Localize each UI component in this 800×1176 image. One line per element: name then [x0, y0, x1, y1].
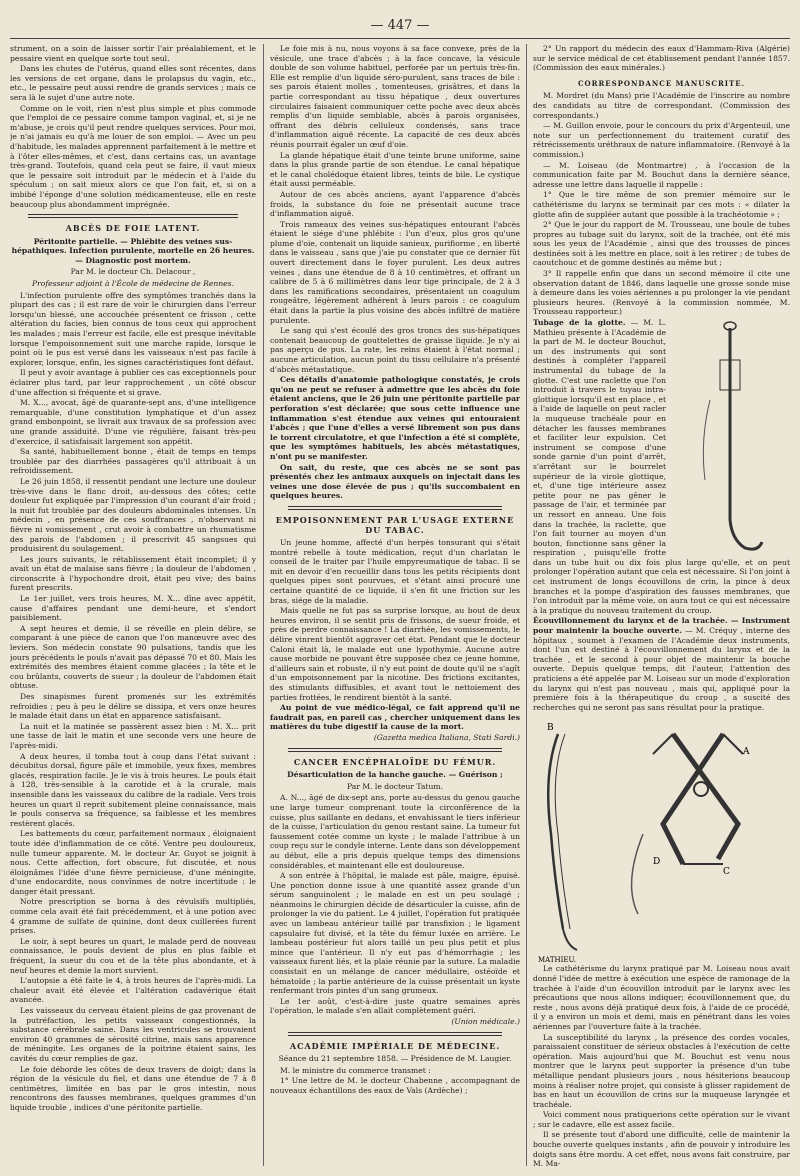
column-1: [10, 44, 256, 1168]
article-title: ACADÉMIE IMPÉRIALE DE MÉDECINE.: [289, 1040, 501, 1051]
paragraph: A sept heures et demie, il se réveille en plein délire, se comparant à une pièce de canon que l'on manœuvre avec des leviers. Son médecin constate 90 pulsations, tandis que les jours précédents le pouls n'avait pas dépassé 70 et 80. Mais les extrémités des membres étaient comme glacées ; la tête et le cou brûlants, couverts de sueur ; la douleur de l'abdomen était obtuse.: [10, 623, 256, 691]
paragraph: 3° Il rappelle enfin que dans un second mémoire il cite une observation datant de 1846, dans laquelle une grosse sonde mise à demeure dans les voies aériennes a pu prolonger la vie pendant plusieurs heures. (Renvoyé à la commission nommée, M. Trousseau rapporteur.): [533, 269, 790, 317]
paragraph: La susceptibilité du larynx , la présence des cordes vocales, paraissaient constituer de sérieux obstacles à l'exécution de cette opération. Mais aujourd'hui que M. Bouchut est venu nous montrer que le larynx peut supporter la présence d'un tube métallique pendant plusieurs jours , nous hésiterions beaucoup moins à réaliser notre projet, qui consiste à glisser rapidement de bas en haut un écouvillon de crins sur la muqueuse laryngée et trachéale.: [533, 1032, 790, 1109]
paragraph: L'autopsie a été faite le 4, à trois heures de l'après-midi. La chaleur avait été élevée et l'altération cadavérique était avancée.: [10, 976, 256, 1005]
tubage-lead: Tubage de la glotte.: [533, 318, 626, 328]
paragraph: 2° Que le jour du rapport de M. Trousseau, une boule de tubes propres au tubage suit du larynx, soit de la trachée, ont été mis sous les yeux de l'Académie , ainsi que des trousses de pinces destinées soit à les mettre en place, soit à les retirer ; de tubes de caoutchouc et de gomme destinés au même but ;: [533, 220, 790, 268]
paragraph: L'infection purulente offre des symptômes tranchés dans la plupart des cas ; il est rare de voir le chirurgien dans l'erreur lorsqu'un blessé, une accouchée présentent ce frisson , cette altération du facies, bien connus de tous ceux qui approchent les malades ; mais l'erreur est facile, elle est presque inévitable lorsque l'empoisonnement suit une marche rapide, lorsque le point où le pus est versé dans les vaisseaux n'est pas facile à explorer, lorsque, enfin, les signes caractéristiques font défaut.: [10, 290, 256, 367]
column-divider: [526, 44, 527, 1166]
raclette-figure: [670, 320, 790, 555]
section-title: CORRESPONDANCE MANUSCRITE.: [577, 78, 746, 88]
paragraph: Le cathétérisme du larynx pratiqué par M. Loiseau nous avait donné l'idée de mettre à exécution une espèce de ramonage de la trachée à l'aide d'un écouvillon introduit par le larynx avec les précautions que nous allons indiquer; écouvillonnement que, du reste , nous avons déjà pratiqué deux fois, à l'aide de ce procédé, il y a environ un mois et demi, mais en pénétrant dans les voies aériennes par l'ouverture faite à la trachée.: [533, 964, 790, 1031]
paragraph: 1° Que le tire même de son premier mémoire sur le cathétérisme du larynx se terminait par ces mots : « dilater la glotte afin de suppléer autant que possible à la trachéotomie » ;: [533, 190, 790, 219]
header-rule: [10, 38, 790, 39]
figure-label-b: B: [547, 723, 554, 734]
figure-label-a: A: [743, 747, 750, 758]
author: Par M. le docteur Tatum.: [346, 781, 443, 791]
paragraph: M. X..., avocat, âgé de quarante-sept ans, d'une intelligence remarquable, d'une constitution lymphatique et d'un assez grand embonpoint, se livrait aux travaux de sa profession avec une grande assiduité. D'une vie régulière, faisant très-peu d'exercice, il satisfaisait largement son appétit.: [10, 398, 256, 446]
paragraph: [533, 616, 790, 712]
paragraph: Au point de vue médico-légal, ce fait apprend qu'il ne faudrait pas, en pareil cas , chercher uniquement dans les matières du tube digestif la cause de la mort.: [270, 703, 520, 732]
paragraph: Les jours suivants, le rétablissement était incomplet; il y avait un état de malaise sans fièvre ; la douleur de l'abdomen , circonscrite à l'hypochondre droit, était peu vive; des bains furent prescrits.: [10, 554, 256, 593]
paragraph: Sa santé, habituellement bonne , était de temps en temps troublée par des diarrhées passagères qu'il attribuait à un refroidissement.: [10, 447, 256, 476]
paragraph: A son entrée à l'hôpital, le malade est pâle, maigre, épuisé. Une ponction donne issue à une quantité assez grande d'un sérum sanguinolent ; le malade en est un peu soulagé ; néanmoins le chirurgien décide de désarticuler la cuisse, afin de prolonger la vie du patient. Le 4 juillet, l'opération fut pratiquée avec un lambeau antérieur taillé par transfixion ; le ligament capsulaire fut divisé, et la tête du fémur luxée en arrière. Le lambeau postérieur fut alors taillé un peu plus petit et plus mince que l'antérieur. Il n'y eut pas d'hémorrhagie ; les vaisseaux furent liés, et la plaie réunie par la suture. La maladie consistait en un mélange de cancer médullaire, ostéoïde et hématoïde ; la partie antérieure de la cuisse présentait un kyste renfermant trois pintes d'un sang grumeux.: [270, 871, 520, 996]
paragraph: Autour de ces abcès anciens, ayant l'apparence d'abcès froids, la substance du foie ne présentait aucune trace d'inflammation aiguë.: [270, 189, 520, 219]
separator: [288, 748, 502, 752]
separator: [28, 214, 238, 218]
paragraph: Le foie déborde les côtes de deux travers de doigt; dans la région de la vésicule du fiel, et dans une étendue de 7 à 8 centimètres, limitée en bas par le gros intestin, nous rencontrons des fausses membranes, quelques grammes d'un liquide trouble , indices d'une péritonite partielle.: [10, 1064, 256, 1112]
paragraph: Le 1er août, c'est-à-dire juste quatre semaines après l'opération, le malade s'en allait complètement guéri.: [270, 996, 520, 1016]
figure-label-d: D: [653, 857, 661, 868]
paragraph: 1° Une lettre de M. le docteur Chabenne , accompagnant de nouveaux échantillons des eaux de Vals (Ardèche) ;: [270, 1076, 520, 1095]
paragraph: M. Mordret (du Mans) prie l'Académie de l'inscrire au nombre des candidats au titre de correspondant. (Commission des correspondants.): [533, 91, 790, 120]
paragraph: Voici comment nous pratiquerions cette opération sur le vivant ; sur le cadavre, elle est assez facile.: [533, 1110, 790, 1129]
article-title: CANCER ENCÉPHALOÏDE DU FÉMUR.: [293, 756, 497, 767]
paragraph: Des sinapismes furent promenés sur les extrémités refroidies ; peu à peu le délire se dissipa, et vers onze heures le malade était dans un état en apparence satisfaisant.: [10, 692, 256, 721]
column-3: [533, 44, 790, 1168]
figure-label-c: C: [723, 867, 730, 878]
article-title: ABCÈS DE FOIE LATENT.: [65, 223, 201, 234]
paragraph: On sait, du reste, que ces abcès ne se sont pas présentés chez les animaux auxquels on injectait dans les veines une dose élevée de pus ; qu'ils succombaient en quelques heures.: [270, 462, 520, 501]
column-2: [270, 44, 520, 1168]
separator: [288, 506, 502, 510]
paragraph: La nuit et la matinée se passèrent assez bien : M. X... prit une tasse de lait le matin et une seconde vers une heure de l'après-midi.: [10, 721, 256, 750]
paragraph: 2° Un rapport du médecin des eaux d'Hammam-Riva (Algérie) sur le service médical de cet établissement pendant l'année 1857. (Commission des eaux minérales.): [533, 44, 790, 73]
paragraph: — M. Loiseau (de Montmartre) , à l'occasion de la communication faite par M. Bouchut dans la dernière séance, adresse une lettre dans laquelle il rappelle :: [533, 160, 790, 189]
paragraph: Les battements du cœur, parfaitement normaux , éloignaient toute idée d'inflammation de ce côté. Ventre peu douloureux, nulle tumeur apparente. M. le docteur Ar. Guyot se joignit à nous. Cette affection, fort obscure, fut discutée, et nous éloignâmes l'idée d'une fièvre pernicieuse, d'une méningite, d'une endocardite, nous convînmes de notre incertitude : le danger était pressant.: [10, 829, 256, 896]
paragraph: Trois rameaux des veines sus-hépatiques entourant l'abcès étaient le siége d'une phlébite : l'un d'eux, plus gros qu'une plume d'oie, contenait un liquide sanieux, purifiorme , en liberté dans le vaisseau , sans que j'aie pu constater que ce dernier fût ouvert directement dans le foyer purulent. Les deux autres veines , dans une étendue de 8 à 10 centimètres, et offrant un calibre de 5 à 6 millimètres dans leur tige principale, de 2 à 3 dans les ramifications secondaires, présentaient un coagulum rougeâtre, légèrement adhérent à leurs parois : ce coagulum était dans la partie la plus voisine des abcès infiltré de matière purulente.: [270, 219, 520, 325]
paragraph: A deux heures, il tomba tout à coup dans l'état suivant : décubitus dorsal, figure pâle et immobile, yeux fixes, membres glacés, respiration facile. Je le vis à trois heures. Le pouls était à 128, très-sensible à la carotide et à la crurale, mais insensible dans les vaisseaux du calibre de la radiale. Vers trois heures un quart il reprit subitement pleine connaissance, mais le pouls conserva sa fréquence, sa faiblesse et les membres restèrent glacés.: [10, 751, 256, 828]
paragraph: Mais quelle ne fut pas sa surprise lorsque, au bout de deux heures environ, il se sentit pris de frissons, de sueur froide, et près de perdre connaissance ! La diarrhée, les vomissements, le délire vinrent bientôt aggraver cet état. Pendant que le docteur Caloni était là, le malade eut une lypothymie. Aucune autre cause morbide ne pouvant être supposée chez ce jeune homme, d'ailleurs sain et robuste, il n'y eut point de doute qu'il ne s'agît d'un empoisonnement par la nicotine. Des frictions excitantes, des stimulants diffusibles, et avant tout le nettoiement des parties frottées, le rendirent bientôt à la santé.: [270, 606, 520, 702]
paragraph: La glande hépatique était d'une teinte brune uniforme, saine dans la plus grande partie de son étendue. Le canal hépatique et le canal cholédoque étaient libres, teints de bile. Le cystique était aussi perméable.: [270, 150, 520, 189]
ecouv-lead: Écouvillonnement du larynx et de la trachée. — Instrument pour maintenir la bouche ouverte.: [533, 616, 790, 636]
paragraph: Comme on le voit, rien n'est plus simple et plus commode que l'emploi de ce pessaire comme tampon vaginal, et, si je ne m'abuse, je crois qu'il peut rendre quelques services. Pour moi, je n'ai jamais eu qu'à me louer de son emploi. — Avec un peu d'habitude, les malades apprennent parfaitement à le mettre et à l'ôter elles-mêmes, et c'est, dans certains cas, un avantage très-grand. Toutefois, quand cela peut se faire, il vaut mieux que le pessaire soit introduit par le médecin et à l'aide du spéculum ; on sait mieux alors ce que l'on fait, et, si on a imbibé l'éponge d'une solution médicamenteuse, elle en reste beaucoup plus abondamment imprégnée.: [10, 103, 256, 209]
paragraph: strument, on a soin de laisser sortir l'air préalablement, et le pessaire vient en quelque sorte tout seul.: [10, 44, 256, 63]
paragraph: Dans les chutes de l'utérus, quand elles sont récentes, dans les versions de cet organe, dans le prolapsus du vagin, etc., etc., le pessaire peut aussi rendre de grands services ; mais ce sera là le sujet d'une autre note.: [10, 64, 256, 102]
ecouv-body: — M. Créquy , interne des hôpitaux , soumet à l'examen de l'Académie deux instruments, dont l'un est destiné à l'écouvillonnement du larynx et de la trachée , et le second à pour objet de maintenir la bouche ouverte. Depuis quelque temps, dit l'auteur, l'attention des praticiens a été appelée par M. Loiseau sur un mode d'exploration du larynx qui n'est pas nouveau , mais qui, appliqué pour la première fois à la thérapeutique du croup , a suscité des recherches qui ne seront pas sans résultat pour la pratique.: [533, 626, 790, 712]
paragraph: M. le ministre du commerce transmet :: [280, 1065, 431, 1075]
paragraph: A. N..., âgé de dix-sept ans, porte au-dessus du genou gauche une large tumeur comprenant toute la circonférence de la cuisse, plus saillante en dedans, et envahissant le tiers inférieur de la cuisse, l'articulation du genou restant saine. La tumeur fut faussement cotée comme un kyste ; le malade l'attribue à un coup reçu sur le condyle interne. Lente dans son développement au début, elle a pris depuis quelque temps des dimensions considérables, et maintenant elle est douloureuse.: [270, 793, 520, 870]
source: (Gazetta medica Italiana, Stati Sardi.): [373, 732, 520, 742]
session-line: Séance du 21 septembre 1858. — Présidence de M. Laugier.: [278, 1054, 512, 1064]
instrument-illustration: [533, 714, 783, 964]
paragraph: Le 26 juin 1858, il ressentit pendant une lecture une douleur très-vive dans le flanc droit, au-dessous des côtes; cette douleur fut expliquée par l'impression d'un courant d'air froid ; la nuit fut troublée par des douleurs abdominales intenses. Un médecin , en présence de ces souffrances , n'observant ni fièvre ni vomissement , crut avoir à combattre un rhumatisme des parois de l'abdomen ; il prescrivit 45 sangsues qui produisirent du soulagement.: [10, 476, 256, 554]
paragraph: — M. Guillon envoie, pour le concours du prix d'Argenteuil, une note sur un perfectionnement du traitement curatif des rétrécissements uréthraux de nature inflammatoire. (Renvoyé à la commission.): [533, 121, 790, 159]
paragraph: Le sang qui s'est écoulé des gros troncs des sus-hépatiques contenait beaucoup de gouttelettes de graisse liquide. Je n'y ai pas aperçu de pus. La rate, les reins étaient à l'état normal ; aucune articulation, aucun point du tissu cellulaire n'a présenté d'abcès métastatique.: [270, 326, 520, 374]
figure-maker: MATHIEU.: [538, 956, 576, 965]
paragraph: Le soir, à sept heures un quart, le malade perd de nouveau connaissance, le pouls devient de plus en plus faible et fréquent, la sueur du cou et de la tête plus abondante, et à neuf heures et demie la mort survient.: [10, 936, 256, 975]
author-role: Professeur adjoint à l'École de médecine de Rennes.: [32, 279, 234, 289]
paragraph: Un jeune homme, affecté d'un herpès tonsurant qui s'était montré rebelle à toute médication, reçut d'un charlatan le conseil de le traiter par l'huile empyreumatique de tabac. Il se mit en devoir d'en recueillir dans tous les petits récipients dont quelques pipes sont pourvues, et s'étant ainsi procuré une certaine quantité de ce liquide, il s'en fit une friction sur les bras, siége de la maladie.: [270, 538, 520, 605]
paragraph: Il se présente tout d'abord une difficulté, celle de maintenir la bouche ouverte quelques instants , afin de pouvoir y introduire les doigts sans être mordu. A cet effet, nous avons fait construire, par M. Ma-: [533, 1130, 790, 1168]
article-subtitle: Désarticulation de la hanche gauche. — Guérison ;: [287, 770, 503, 780]
paragraph: Le 1er juillet, vers trois heures, M. X... dîne avec appétit, cause d'affaires pendant une demi-heure, et s'endort paisiblement.: [10, 594, 256, 623]
tubage-body: — M. L. Mathieu présente à l'Académie de la part de M. le docteur Bouchut, un des instruments qui sont destinés à compléter l'appareil instrumental du tubage de la glotte. C'est une raclette que l'on introduit à travers le tuyau intra-glottique lorsqu'il est en place , et à l'aide de laquelle on peut racler la muqueuse trachéale pour en détacher les fausses membranes et faciliter leur expulsion. Cet instrument se compose d'une sonde garnie d'un point d'arrêt, s'arrêtant sur le bourrelet supérieur de la virole glottique, et, d'une tige intérieure assez petite pour ne pas gêner le passage de l'air, et terminée par un ressort en anneau. Une fois dans la trachée, la raclette, que l'on fait tourner au moyen d'un bouton, fonctionne sans gêner la respiration , puisqu'elle frotte dans un tube huit ou dix fois plus large qu'elle, et on peut prolonger l'opération autant que cela est nécessaire. Si l'on joint à cet instrument de longs écouvillons de crin, la pince à deux branches et la pompe d'aspiration des fausses membranes, que l'on introduit par la même voie, on aura tout ce qui est nécessaire à la pratique du nouveau traitement du croup.: [533, 318, 790, 615]
paragraph: Ces détails d'anatomie pathologique constatés, je crois qu'on ne peut se refuser à admettre que les abcès du foie étaient anciens, que le 26 juin une péritonite partielle par perforation s'est déclarée; que sous cette influence une inflammation s'est étendue aux veines qui entouraient l'abcès ; que l'une d'elles a versé librement son pus dans le torrent circulatoire, et que l'infection a été si complète, que les symptômes habituels, les abcès métastatiques, n'ont pu se manifester.: [270, 375, 520, 461]
paragraph: Le foie mis à nu, nous voyons à sa face convexe, près de la vésicule, une trace d'abcès ; à la face concave, la vésicule double de son volume habituel, perforée par un pertuis très-fin. Elle est remplie d'un liquide séro-purulent, sans traces de bile : ses parois étaient molles , tomenteuses, grisâtres, et dans la partie correspondant au tissu hépatique , deux ouvertures circulaires faisaient communiquer cette poche avec deux abcès remplis d'un liquide semblable, abcès à parois organisées, offrant des débris celluleux condensés, sans trace d'inflammation aiguë récente. La capacité de ces deux abcès réunis pourrait égaler un œuf d'oie.: [270, 44, 520, 149]
page-number: — 447 —: [370, 18, 430, 33]
paragraph: Notre prescription se borna à des révulsifs multipliés, comme cela avait été fait précédemment, et à une potion avec 4 gramme de sulfate de quinine, dont deux cuillerées furent prises.: [10, 897, 256, 936]
column-divider: [263, 44, 264, 1166]
separator: [288, 1032, 502, 1036]
author: Par M. le docteur Ch. Delacour ,: [70, 267, 196, 277]
instrument-figure: [533, 714, 790, 964]
raclette-illustration: [670, 320, 790, 555]
source: (Union médicale.): [451, 1017, 520, 1026]
article-title: EMPOISONNEMENT PAR L'USAGE EXTERNE DU TABAC.: [275, 514, 515, 535]
article-subtitle: Péritonite partielle. — Phlébite des veines sus-hépathiques. Infection purulente, mortelle en 26 heures. — Diagnostic post mortem.: [11, 236, 255, 265]
paragraph: Il peut y avoir avantage à publier ces cas exceptionnels pour éclairer plus tard, par leur rapprochement , un côté obscur d'une affection si fréquente et si grave.: [10, 368, 256, 397]
paragraph: Les vaisseaux du cerveau étaient pleins de gaz provenant de la putréfaction, les petits vaisseaux congestionnés, la substance cérébrale saine. Dans les ventricules se trouvaient environ 40 grammes de sérosité citrine, mais sans apparence de méningite. Les organes de la poitrine étaient sains, les cavités du cœur remplies de gaz.: [10, 1006, 256, 1063]
